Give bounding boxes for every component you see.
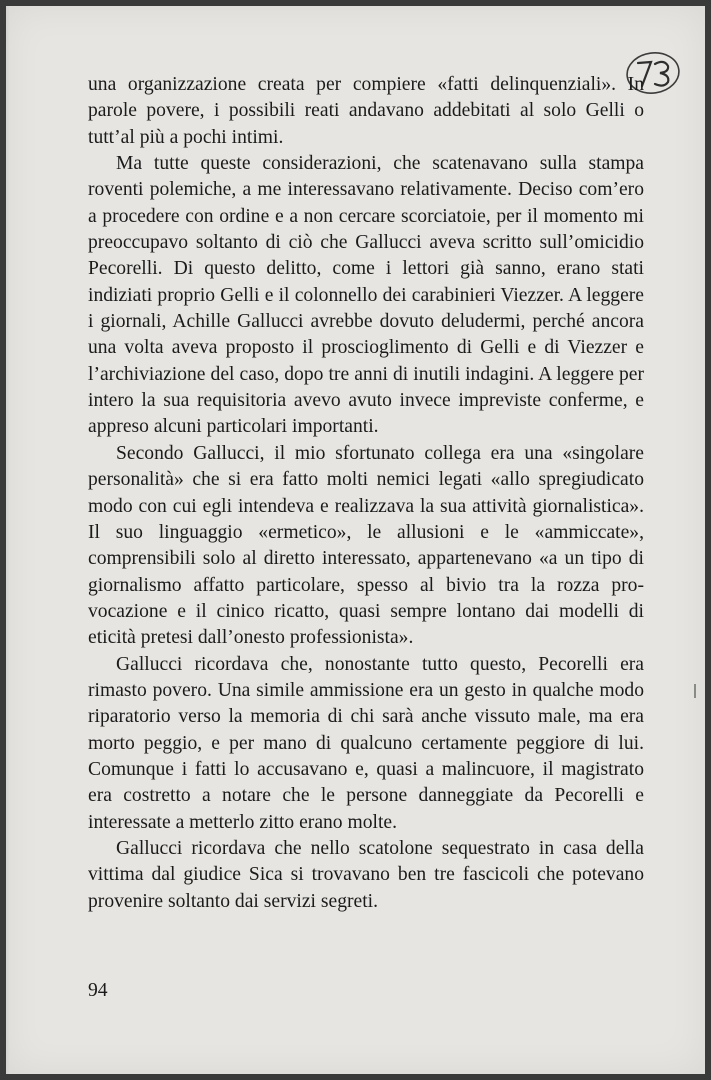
paragraph: Ma tutte queste considerazioni, che scatenavano sulla stampa roventi polemiche, a me interessavano relativamente. Deciso com’ero a procedere con ordine e a non cercare scorciatoie, per il momento mi preoccupavo soltanto di ciò che Gallucci aveva scritto sull’omicidio Pecorelli. Di questo delitto, come i lettori già sanno, erano stati indiziati proprio Gelli e il colonnello dei carabinieri Viezzer. A leggere i giornali, Achille Gallucci avrebbe dovuto deludermi, perché ancora una volta aveva proposto il proscioglimento di Gelli e di Viezzer e l’archiviazione del caso, dopo tre anni di inutili indagini. A leggere per intero la sua requisitoria avevo avuto invece impreviste conferme, e appreso alcuni particolari importanti. — [88, 153, 644, 438]
paragraph: Gallucci ricordava che, nonostante tutto questo, Pecorelli era rimasto povero. Una simile ammissione era un gesto in qualche modo riparatorio verso la memoria di chi sarà anche vissuto male, ma era morto peggio, e per mano di qualcuno certamente peggiore di lui. Comunque i fatti lo accusavano e, quasi a malincuore, il magistrato era costretto a notare che le persone danneggiate da Pecorelli e interessate a metterlo zitto erano molte. — [88, 653, 644, 833]
paragraph: Secondo Gallucci, il mio sfortunato collega era una «singolare personalità» che si era fatto molti nemici legati «allo spregiudicato modo con cui egli intendeva e realizzava la sua attività giornalistica». Il suo linguaggio «ermetico», le allusioni e le «ammiccate», comprensibili solo al diretto interessato, appartenevano «a un tipo di giornalismo affatto particolare, spesso al bivio tra la rozza provocazione e il cinico ricatto, quasi sempre lontano dai modelli di eticità pretesi dall’onesto professionista». — [88, 442, 644, 649]
page-number: 94 — [88, 980, 108, 1001]
scan-edge — [6, 6, 10, 1074]
paragraph: Gallucci ricordava che nello scatolone sequestrato in casa della vittima dal giudice Sica si trovavano ben tre fascicoli che potevano provenire soltanto dai servizi segreti. — [88, 837, 644, 912]
body-text — [88, 72, 644, 915]
margin-mark — [694, 684, 696, 698]
paragraph: una organizzazione creata per compiere «fatti delinquenziali». In parole povere, i possibili reati andavano addebitati al solo Gelli o tutt’al più a pochi intimi. — [88, 74, 644, 148]
